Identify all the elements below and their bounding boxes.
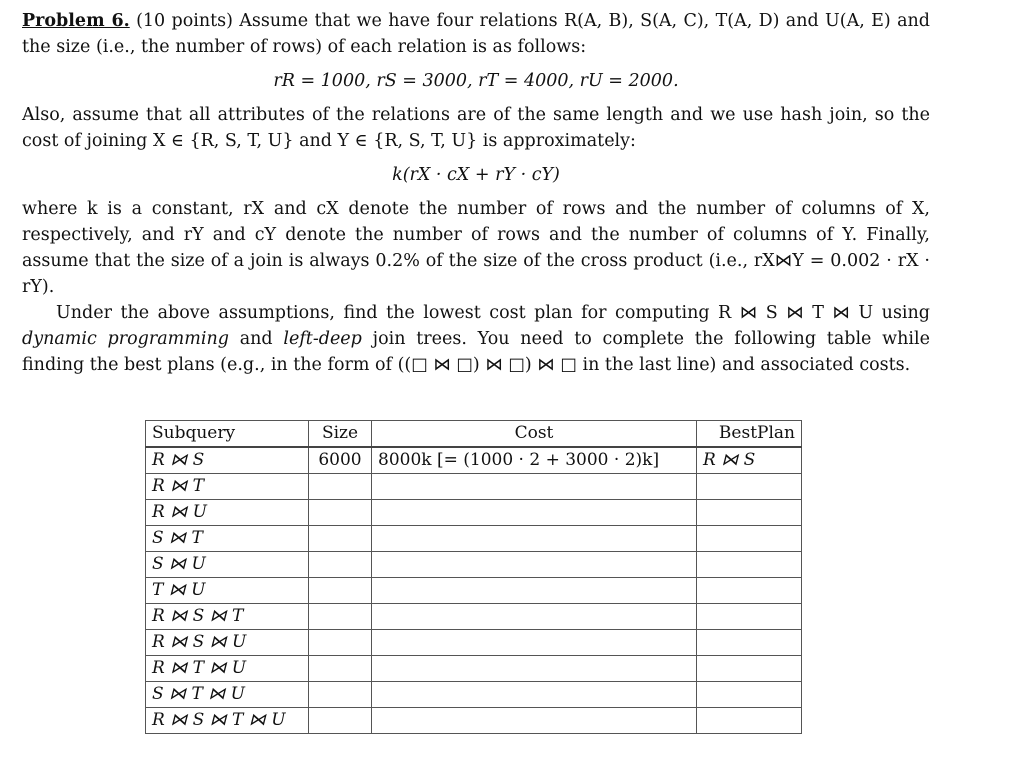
cell-subquery: T ⋈ U	[146, 578, 309, 604]
task-text-a: Under the above assumptions, find the lowest cost plan for computing R ⋈ S ⋈ T ⋈ U using	[56, 303, 930, 323]
cell-size[interactable]	[309, 500, 372, 526]
task-text-b: and	[228, 329, 284, 349]
plan-table	[145, 420, 802, 734]
cell-size[interactable]	[309, 552, 372, 578]
cell-subquery: R ⋈ S ⋈ U	[146, 630, 309, 656]
cell-size[interactable]	[309, 578, 372, 604]
cell-cost[interactable]	[372, 604, 697, 630]
definitions-paragraph: where k is a constant, rX and cX denote the number of rows and the number of columns of X, respectively, and rY and cY denote the number of rows and the number of columns of Y. Finally, assume that the size of a join is always 0.2% of the size of the cross product (i.e., rX⋈Y = 0.002 · rX · rY).	[22, 199, 930, 297]
table-header-row	[146, 421, 802, 448]
cell-cost[interactable]	[372, 656, 697, 682]
cell-subquery: R ⋈ U	[146, 500, 309, 526]
table-row	[146, 526, 802, 552]
table-row	[146, 500, 802, 526]
sizes-equation: rR = 1000, rS = 3000, rT = 4000, rU = 2000.	[273, 71, 679, 91]
cell-plan[interactable]	[697, 656, 802, 682]
cell-subquery: R ⋈ T ⋈ U	[146, 656, 309, 682]
cell-subquery: R ⋈ S	[146, 447, 309, 474]
cell-size[interactable]: 6000	[309, 447, 372, 474]
problem-page	[22, 8, 930, 378]
cell-subquery: R ⋈ S ⋈ T ⋈ U	[146, 708, 309, 734]
cell-subquery: R ⋈ T	[146, 474, 309, 500]
cell-size[interactable]	[309, 708, 372, 734]
table-row	[146, 447, 802, 474]
join-cost-paragraph: Also, assume that all attributes of the relations are of the same length and we use hash join, so the cost of joining X ∈ {R, S, T, U} and Y ∈ {R, S, T, U} is approximately:	[22, 105, 930, 151]
cell-size[interactable]	[309, 682, 372, 708]
cell-plan[interactable]	[697, 526, 802, 552]
table-row	[146, 552, 802, 578]
cell-plan[interactable]	[697, 682, 802, 708]
cell-subquery: S ⋈ T	[146, 526, 309, 552]
cell-cost[interactable]: 8000k [= (1000 · 2 + 3000 · 2)k]	[372, 447, 697, 474]
table-row	[146, 578, 802, 604]
cell-size[interactable]	[309, 604, 372, 630]
cell-plan[interactable]	[697, 500, 802, 526]
header-cost: Cost	[372, 421, 697, 448]
task-emph-dp: dynamic programming	[22, 329, 229, 349]
cell-size[interactable]	[309, 474, 372, 500]
cell-cost[interactable]	[372, 578, 697, 604]
header-subquery: Subquery	[146, 421, 309, 448]
intro-text: (10 points) Assume that we have four relations R(A, B), S(A, C), T(A, D) and U(A, E) and the size (i.e., the number of rows) of each relation is as follows:	[22, 11, 930, 57]
cell-plan[interactable]	[697, 708, 802, 734]
cell-plan[interactable]: R ⋈ S	[697, 447, 802, 474]
table-row	[146, 682, 802, 708]
cell-cost[interactable]	[372, 630, 697, 656]
table-row	[146, 708, 802, 734]
problem-intro	[22, 8, 930, 60]
problem-heading: Problem 6.	[22, 11, 130, 31]
cell-plan[interactable]	[697, 474, 802, 500]
cell-cost[interactable]	[372, 682, 697, 708]
cell-cost[interactable]	[372, 474, 697, 500]
table-row	[146, 656, 802, 682]
task-emph-leftdeep: left-deep	[283, 329, 362, 349]
cell-cost[interactable]	[372, 500, 697, 526]
cell-subquery: R ⋈ S ⋈ T	[146, 604, 309, 630]
header-bestplan: BestPlan	[697, 421, 802, 448]
table-row	[146, 474, 802, 500]
cost-formula: k(rX · cX + rY · cY)	[392, 165, 560, 185]
cell-subquery: S ⋈ T ⋈ U	[146, 682, 309, 708]
table-row	[146, 604, 802, 630]
task-text-c: join trees. You need to complete the following table while finding the best plans (e.g., in the form of ((□ ⋈ □) ⋈ □) ⋈ □ in the last line) and associated costs.	[22, 329, 930, 375]
cell-plan[interactable]	[697, 552, 802, 578]
cell-cost[interactable]	[372, 552, 697, 578]
task-paragraph	[22, 300, 930, 378]
cell-plan[interactable]	[697, 630, 802, 656]
cell-subquery: S ⋈ U	[146, 552, 309, 578]
cell-size[interactable]	[309, 656, 372, 682]
cell-plan[interactable]	[697, 604, 802, 630]
cell-cost[interactable]	[372, 708, 697, 734]
cell-cost[interactable]	[372, 526, 697, 552]
cell-size[interactable]	[309, 630, 372, 656]
header-size: Size	[309, 421, 372, 448]
table-row	[146, 630, 802, 656]
cell-size[interactable]	[309, 526, 372, 552]
cell-plan[interactable]	[697, 578, 802, 604]
